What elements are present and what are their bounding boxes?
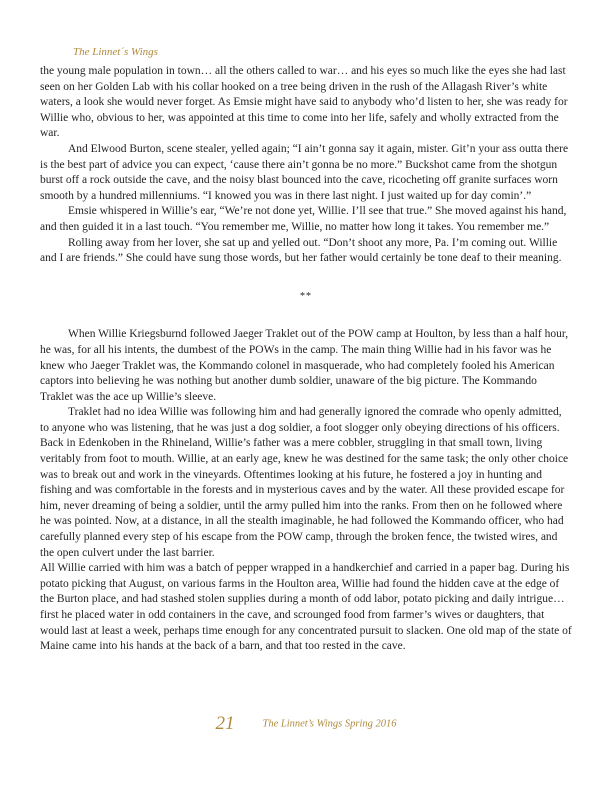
page-footer (0, 713, 612, 735)
paragraph: And Elwood Burton, scene stealer, yelled again; “I ain’t gonna say it again, mister. Git’n your ass outta there is the best part of advice you can expect, ‘cause there ain’t gonna be no more.” Buckshot came from the shotgun burst off a rock outside the cave, and the noisy blast bounced into the cave, ricocheting off granite surfaces worn smooth by a hundred millenniums. “I knowed you was in there last night. I just waited up for day comin’.” (40, 142, 569, 202)
running-head: The Linnet´s Wings (73, 46, 158, 58)
publication-title: The Linnet’s Wings Spring 2016 (262, 718, 397, 730)
story-text (40, 64, 572, 655)
paragraph: Traklet had no idea Willie was following him and had generally ignored the comrade who openly admitted, to anyone who was listening, that he was just a dog soldier, a foot slogger only obeying directions of his officers. Back in Edenkoben in the Rhineland, Willie’s father was a mere cobbler, struggling in that small town, living veritably from foot to mouth. Willie, at an early age, knew he was destined for the same task; the only other choice was to break out and work in the vineyards. Oftentimes looking at his future, he fostered a joy in hunting and fishing and was comfortable in the forests and in mysterious caves and by the water. All these provided escape for him, never dreaming of being a soldier, until the army pulled him into the ranks. From then on he followed where he was pointed. Now, at a distance, in all the stealth imaginable, he had followed the Kommando officer, who had carefully planned every step of his escape from the POW camp, through the broken fence, the twisted wires, and the open culvert under the last barrier. (40, 406, 569, 559)
paragraph: the young male population in town… all the others called to war… and his eyes so much like the eyes she had last seen on her Golden Lab with his collar hooked on a tree being driven in the rush of the Allagash River’s white waters, a look she would never forget. As Emsie might have said to anybody who’d listen to her, she was ready for Willie who, obvious to her, was appointed at this time to come into her life, safely and wholly extracted from the war. (40, 65, 568, 140)
paragraph: Rolling away from her lover, she sat up and yelled out. “Don’t shoot any more, Pa. I’m coming out. Willie and I are friends.” She could have sung those words, but her father would certainly be tone deaf to their meaning. (40, 236, 562, 265)
paragraph: When Willie Kriegsburnd followed Jaeger Traklet out of the POW camp at Houlton, by less than a half hour, he was, for all his intents, the dumbest of the POWs in the camp. The main thing Willie had in his favor was he knew who Jaeger Traklet was, the Kommando colonel in masquerade, who had completely fooled his American captors into believing he was nothing but another dumb soldier, unaware of the big picture. The Kommando Traklet was the ace up Willie’s sleeve. (40, 328, 569, 403)
paragraph: All Willie carried with him was a batch of pepper wrapped in a handkerchief and carried in a paper bag. During his potato picking that August, on various farms in the Houlton area, Willie had found the hidden cave at the edge of the Burton place, and had stashed stolen supplies during a month of odd labor, potato picking and daily intrigue… first he placed water in odd containers in the cave, and scrounged food from farmer’s wives or daughters, that would last at least a week, perhaps time enough for any concentrated pursuit to slacken. One old map of the state of Maine came into his hands at the back of a barn, and that too rested in the cave. (40, 562, 572, 653)
paragraph: Emsie whispered in Willie’s ear, “We’re not done yet, Willie. I’ll see that true.” She moved against his hand, and then guided it in a last touch. “You remember me, Willie, no matter how long it takes. You remember me.” (40, 205, 567, 233)
section-break: ** (300, 290, 312, 302)
page-number: 21 (215, 713, 235, 734)
